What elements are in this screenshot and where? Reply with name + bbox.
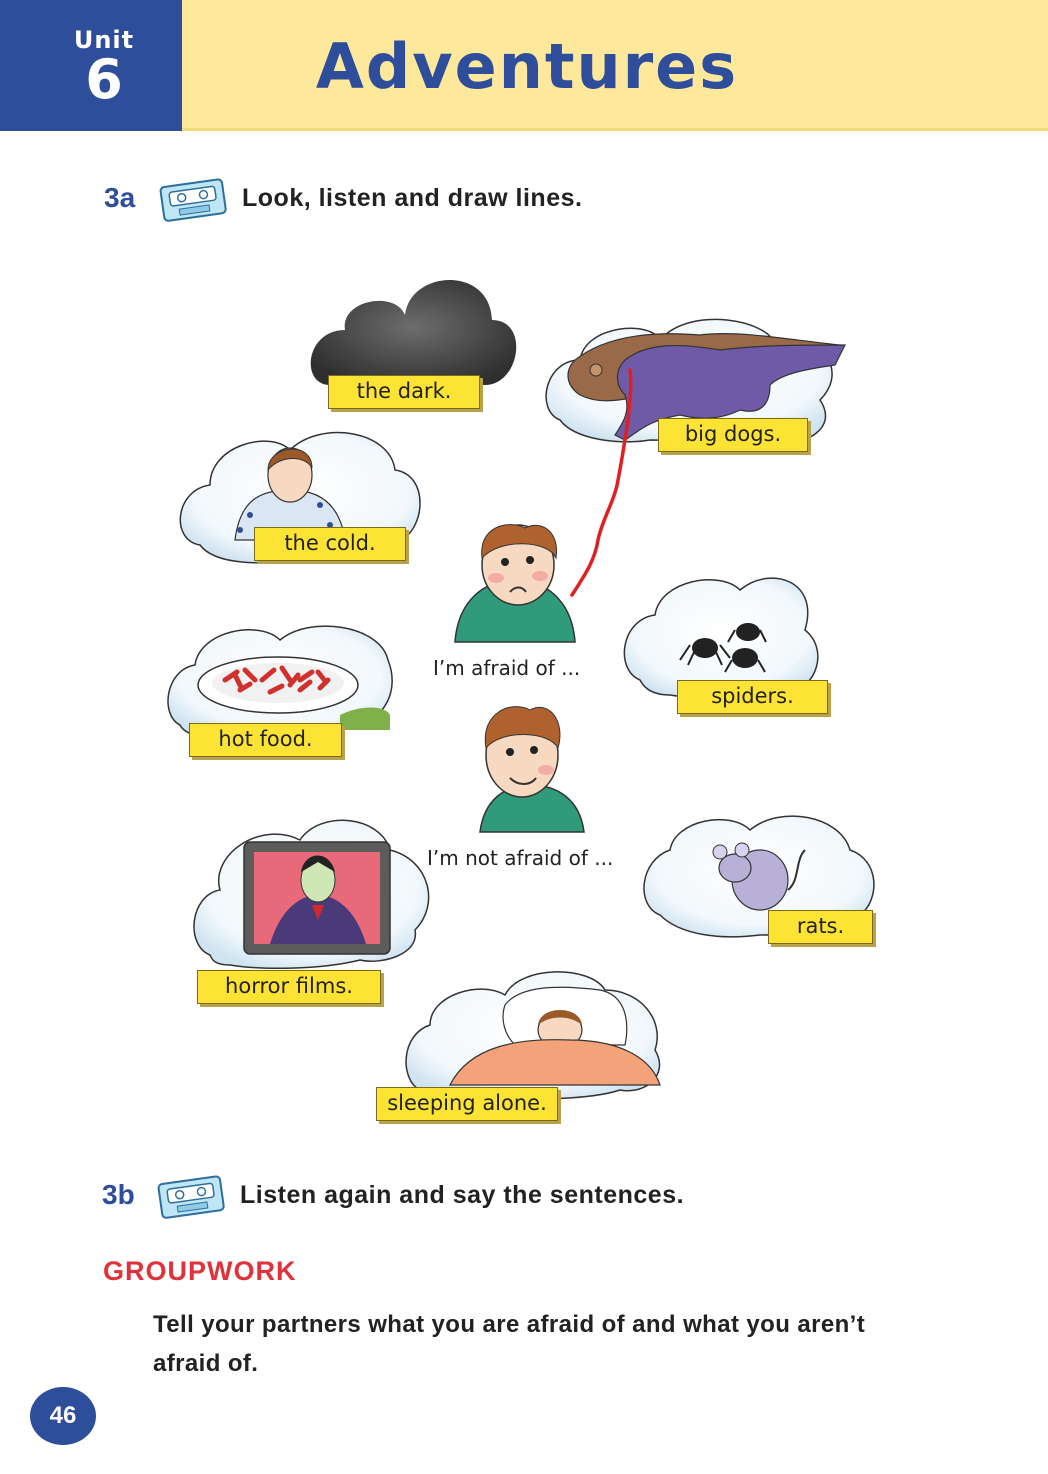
hot-food-cloud: [168, 626, 392, 738]
unit-number: 6: [85, 48, 123, 111]
exercise-3a-instruction: Look, listen and draw lines.: [242, 184, 583, 212]
label-the-dark[interactable]: the dark.: [328, 375, 480, 409]
page-number: 46: [30, 1387, 96, 1445]
exercise-3a-number: 3a: [104, 182, 136, 213]
exercise-3b-instruction: Listen again and say the sentences.: [240, 1181, 685, 1209]
groupwork-line-1: Tell your partners what you are afraid of and what you aren’t: [153, 1311, 866, 1338]
horror-films-cloud: [194, 820, 429, 968]
label-hot-food[interactable]: hot food.: [189, 723, 342, 757]
groupwork-text: [153, 1305, 963, 1383]
label-big-dogs[interactable]: big dogs.: [658, 418, 808, 452]
label-sleeping-alone[interactable]: sleeping alone.: [376, 1087, 558, 1121]
caption-afraid: I’m afraid of ...: [433, 656, 581, 680]
dark-cloud: [311, 280, 517, 385]
sleeping-alone-cloud: [406, 972, 660, 1099]
label-rats[interactable]: rats.: [768, 910, 873, 944]
groupwork-heading: GROUPWORK: [103, 1256, 297, 1286]
afraid-boy-illustration: [455, 525, 575, 642]
label-horror-films[interactable]: horror films.: [197, 970, 381, 1004]
unit-label: Unit: [73, 26, 135, 54]
label-spiders[interactable]: spiders.: [677, 680, 828, 714]
caption-not-afraid: I’m not afraid of ...: [427, 846, 614, 870]
exercise-3b-number: 3b: [102, 1179, 135, 1210]
not-afraid-boy-illustration: [480, 707, 584, 832]
label-the-cold[interactable]: the cold.: [254, 527, 406, 561]
cassette-icon: [156, 1172, 228, 1220]
groupwork-line-2: afraid of.: [153, 1350, 259, 1377]
page-title: Adventures: [315, 30, 739, 103]
